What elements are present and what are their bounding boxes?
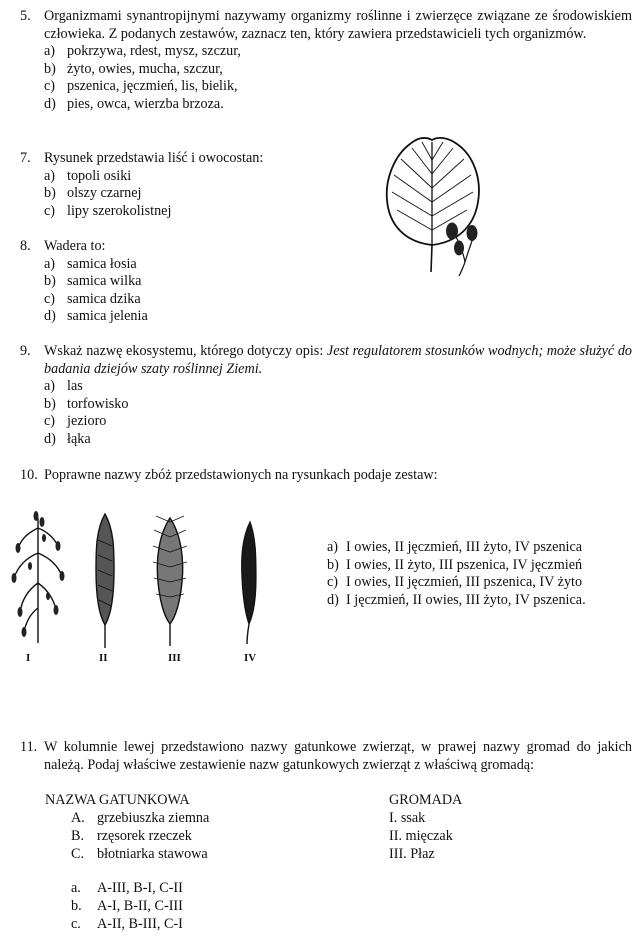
grain-illustration-wheat	[150, 512, 190, 648]
question-5	[20, 8, 632, 114]
question-number: 8.	[20, 238, 31, 254]
option-d[interactable]: d) I jęczmień, II owies, III żyto, IV pszenica.	[327, 591, 586, 608]
figure-label-2: II	[99, 652, 108, 664]
option-b[interactable]: b) I owies, II żyto, III pszenica, IV jęczmień	[327, 556, 583, 573]
column-header: GROMADA	[389, 792, 463, 808]
question-number: 10.	[20, 467, 38, 483]
question-7	[20, 150, 350, 220]
option-d[interactable]: d) pies, owca, wierzba brzoza.	[44, 95, 224, 112]
question-number: 7.	[20, 150, 31, 166]
class-item: III. Płaz	[389, 846, 435, 862]
question-text: Wadera to:	[44, 238, 106, 254]
option-a[interactable]: a) samica łosia	[44, 255, 137, 272]
question-text: Rysunek przedstawia liść i owocostan:	[44, 150, 264, 166]
question-11	[20, 739, 632, 774]
class-item: I. ssak	[389, 810, 426, 826]
grain-illustration-barley	[88, 510, 122, 650]
species-item: A. grzebiuszka ziemna	[71, 810, 210, 826]
class-column	[389, 792, 462, 864]
option-c[interactable]: c) jezioro	[44, 413, 107, 430]
column-header: NAZWA GATUNKOWA	[45, 792, 190, 808]
figure-label-4: IV	[244, 652, 257, 664]
question-number: 9.	[20, 343, 31, 359]
option-b[interactable]: b) olszy czarnej	[44, 185, 142, 202]
figure-label-3: III	[168, 652, 181, 664]
option-b[interactable]: b) samica wilka	[44, 273, 142, 290]
grain-illustration-rye	[232, 518, 264, 648]
answer-list	[20, 43, 632, 113]
figure-label-1: I	[26, 652, 31, 664]
option-c[interactable]: c) I owies, II jęczmień, III pszenica, IV żyto	[327, 574, 583, 591]
option-b[interactable]: b) torfowisko	[44, 395, 129, 412]
question-text: Poprawne nazwy zbóż przedstawionych na rysunkach podaje zestaw:	[44, 467, 438, 483]
question-10	[20, 467, 632, 485]
species-item: C. błotniarka stawowa	[71, 846, 208, 862]
grain-illustration-oat	[8, 508, 68, 648]
answer-list	[327, 539, 627, 609]
class-item: II. mięczak	[389, 828, 453, 844]
question-number: 11.	[20, 739, 38, 755]
option-c[interactable]: c) pszenica, jęczmień, lis, bielik,	[44, 78, 238, 95]
option-a[interactable]: a) las	[44, 378, 83, 395]
option-a[interactable]: a) pokrzywa, rdest, mysz, szczur,	[44, 43, 241, 60]
question-number: 5.	[20, 8, 31, 24]
species-column	[45, 792, 210, 864]
question-text: W kolumnie lewej przedstawiono nazwy gatunkowe zwierząt, w prawej nazwy gromad do jakich należą. Podaj właściwe zestawienie nazw gatunkowych zwierząt z właściwą gromadą:	[44, 739, 632, 773]
option-c[interactable]: c) lipy szerokolistnej	[44, 202, 172, 219]
question-text: Wskaż nazwę ekosystemu, którego dotyczy opis: Jest regulatorem stosunków wodnych; może służyć do badania dziejów szaty roślinnej Ziemi.	[44, 343, 633, 377]
ecosystem-description: Jest regulatorem stosunków wodnych; może służyć do badania dziejów szaty roślinnej Ziemi.	[44, 343, 633, 377]
option-c[interactable]: c) samica dzika	[44, 290, 141, 307]
option-a[interactable]: a) I owies, II jęczmień, III żyto, IV pszenica	[327, 539, 583, 555]
option-d[interactable]: d) łąka	[44, 430, 91, 447]
alder-leaf-illustration	[375, 130, 495, 280]
option-a[interactable]: a) topoli osiki	[44, 167, 132, 184]
question-text: Organizmami synantropijnymi nazywamy organizmy roślinne i zwierzęce związane ze środowiskiem człowieka. Z podanych zestawów, zaznacz ten, który zawiera przedstawicieli tych organizmów.	[44, 8, 632, 42]
question-8	[20, 238, 350, 326]
option-d[interactable]: d) samica jelenia	[44, 308, 148, 325]
species-item: B. rzęsorek rzeczek	[71, 828, 192, 844]
question-9	[20, 343, 632, 449]
option-b[interactable]: b) żyto, owies, mucha, szczur,	[44, 60, 223, 77]
